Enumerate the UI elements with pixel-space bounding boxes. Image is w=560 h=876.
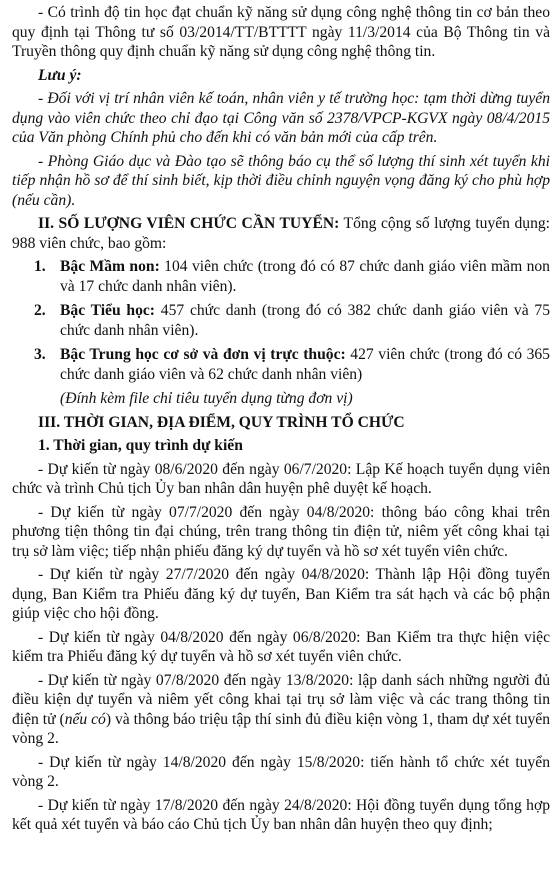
intro-paragraph: - Có trình độ tin học đạt chuẩn kỹ năng sử dụng công nghệ thông tin cơ bản theo quy định tại Thông tư số 03/2014/TT/BTTTT ngày 11/3/2014 của Bộ Thông tin và Truyền thông quy định chuẩn kỹ năng sử dụng công nghệ thông tin. [12, 4, 550, 60]
schedule-step: - Dự kiến từ ngày 14/8/2020 đến ngày 15/8/2020: tiến hành tổ chức xét tuyển vòng 2. [12, 753, 550, 790]
schedule-step: - Dự kiến từ ngày 07/7/2020 đến ngày 04/8/2020: thông báo công khai trên phương tiện thông tin đại chúng, trên trang thông tin điện tử, niêm yết công khai tại trụ sở làm việc; tiếp nhận phiếu đăng ký dự tuyển và hồ sơ xét tuyển viên chức. [12, 503, 550, 560]
list-label: Bậc Trung học cơ sở và đơn vị trực thuộc: [60, 346, 346, 363]
section-2-heading: II. SỐ LƯỢNG VIÊN CHỨC CẦN TUYỂN: [38, 215, 340, 232]
note-1: - Đối với vị trí nhân viên kế toán, nhân viên y tế trường học: tạm thời dừng tuyển dụng vào viên chức theo chỉ đạo tại Công văn số 2378/VPCP-KGVX ngày 08/4/2015 của Văn phòng Chính phủ cho đến khi có văn bản mới của cấp trên. [12, 90, 550, 146]
list-label: Bậc Mầm non: [60, 258, 160, 275]
section-3-heading: III. THỜI GIAN, ĐỊA ĐIỂM, QUY TRÌNH TỔ CHỨC [38, 413, 405, 431]
note-2: - Phòng Giáo dục và Đào tạo sẽ thông báo cụ thể số lượng thí sinh xét tuyển khi tiếp nhận hồ sơ để thí sinh biết, kịp thời điều chỉnh nguyện vọng đăng ký cho phù hợp (nếu cần). [12, 152, 550, 209]
subsection-heading: 1. Thời gian, quy trình dự kiến [38, 437, 243, 454]
step-text-italic: nếu có [64, 710, 106, 728]
list-text: 104 viên chức (trong đó có 87 chức danh giáo viên mầm non và 17 chức danh nhân viên). [60, 258, 550, 295]
list-label: Bậc Tiểu học: [60, 302, 156, 319]
list-item [34, 257, 550, 296]
notes-heading: Lưu ý: [38, 66, 82, 84]
schedule-step [12, 671, 550, 749]
list-number: 2. [34, 302, 46, 319]
list-item [34, 301, 550, 340]
step-text: ) và thông báo triệu tập thí sinh đủ điều kiện vòng 1, tham dự xét tuyển vòng 2. [12, 710, 551, 747]
attachment-note: (Đính kèm file chỉ tiêu tuyển dụng từng đơn vị) [60, 390, 353, 407]
schedule-step: - Dự kiến từ ngày 04/8/2020 đến ngày 06/8/2020: Ban Kiểm tra thực hiện việc kiểm tra Phiếu đăng ký dự tuyển và hồ sơ xét tuyển viên chức. [12, 628, 550, 665]
section-2-summary: Tổng cộng số lượng tuyển dụng: 988 viên chức, bao gồm: [12, 215, 550, 252]
list-text: 457 chức danh (trong đó có 382 chức danh giáo viên và 75 chức danh nhân viên). [60, 302, 551, 339]
section-2-paragraph [12, 214, 550, 253]
schedule-step: - Dự kiến từ ngày 08/6/2020 đến ngày 06/7/2020: Lập Kế hoạch tuyển dụng viên chức và trình Chủ tịch Ủy ban nhân dân huyện phê duyệt kế hoạch. [12, 460, 550, 497]
list-text: 427 viên chức (trong đó có 365 chức danh giáo viên và 62 chức danh nhân viên) [60, 346, 550, 383]
list-number: 3. [34, 346, 46, 363]
list-item [34, 345, 550, 384]
schedule-step: - Dự kiến từ ngày 17/8/2020 đến ngày 24/8/2020: Hội đồng tuyển dụng tổng hợp kết quả xét tuyển và báo cáo Chủ tịch Ủy ban nhân dân huyện theo quy định; [12, 796, 550, 833]
step-text: - Dự kiến từ ngày 07/8/2020 đến ngày 13/8/2020: lập danh sách những người đủ điều kiện dự tuyển và niêm yết công khai tại trụ sở làm việc và các trang thông tin điện tử ( [12, 671, 550, 728]
list-number: 1. [34, 258, 46, 275]
schedule-step: - Dự kiến từ ngày 27/7/2020 đến ngày 04/8/2020: Thành lập Hội đồng tuyển dụng, Ban Kiểm tra Phiếu đăng ký dự tuyển, Ban Kiểm tra sát hạch và các bộ phận giúp việc cho hội đồng. [12, 566, 550, 622]
